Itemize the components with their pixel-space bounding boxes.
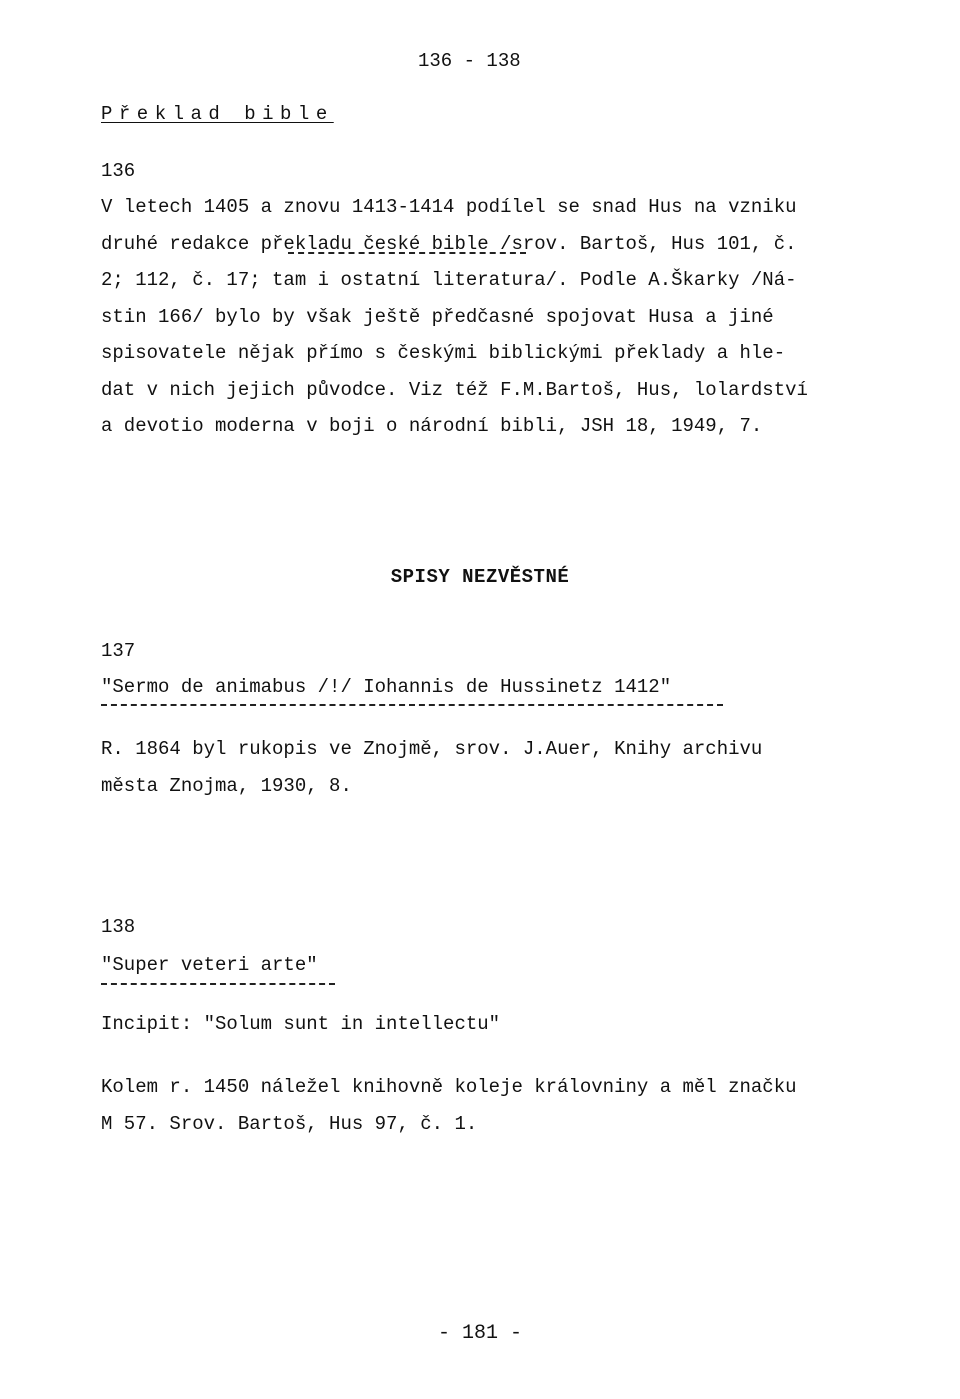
text-line: R. 1864 byl rukopis ve Znojmě, srov. J.Auer, Knihy archivu [101, 738, 763, 760]
section-title: Překlad bible [101, 103, 334, 125]
text-line: V letech 1405 a znovu 1413-1414 podílel se snad Hus na vzniku [101, 196, 797, 218]
lost-writings-heading: SPISY NEZVĚSTNÉ [390, 566, 570, 588]
page-range-header: 136 - 138 [418, 50, 521, 72]
entry-137-text [101, 731, 891, 804]
entry-138-text [101, 1069, 891, 1142]
entry-138-title: "Super veteri arte" [101, 954, 318, 976]
page-number-footer: - 181 - [437, 1322, 522, 1345]
entry-number-136: 136 [101, 160, 136, 182]
title-underline-dashes [101, 983, 335, 985]
entry-137-title: "Sermo de animabus /!/ Iohannis de Hussinetz 1412" [101, 676, 672, 698]
text-line: města Znojma, 1930, 8. [101, 774, 352, 797]
text-line: 2; 112, č. 17; tam i ostatní literatura/. Podle A.Škarky /Ná- [101, 269, 797, 291]
text-line: spisovatele nějak přímo s českými biblickými překlady a hle- [101, 342, 786, 364]
text-line: druhé redakce překladu české bible /srov. Bartoš, Hus 101, č. [101, 232, 797, 255]
text-line: a devotio moderna v boji o národní bibli, JSH 18, 1949, 7. [101, 415, 763, 437]
entry-number-137: 137 [101, 640, 136, 662]
entry-number-138: 138 [101, 916, 136, 938]
entry-138-incipit: Incipit: "Solum sunt in intellectu" [101, 1013, 501, 1035]
title-underline-dashes [101, 704, 723, 706]
text-line: dat v nich jejich původce. Viz též F.M.Bartoš, Hus, lolardství [101, 378, 808, 401]
underline-dashes [288, 252, 526, 254]
text-line: M 57. Srov. Bartoš, Hus 97, č. 1. [101, 1112, 478, 1135]
entry-136-text [101, 189, 891, 445]
text-line: Kolem r. 1450 náležel knihovně koleje královniny a měl značku [101, 1076, 797, 1098]
text-line: stin 166/ bylo by však ještě předčasné spojovat Husa a jiné [101, 305, 774, 328]
